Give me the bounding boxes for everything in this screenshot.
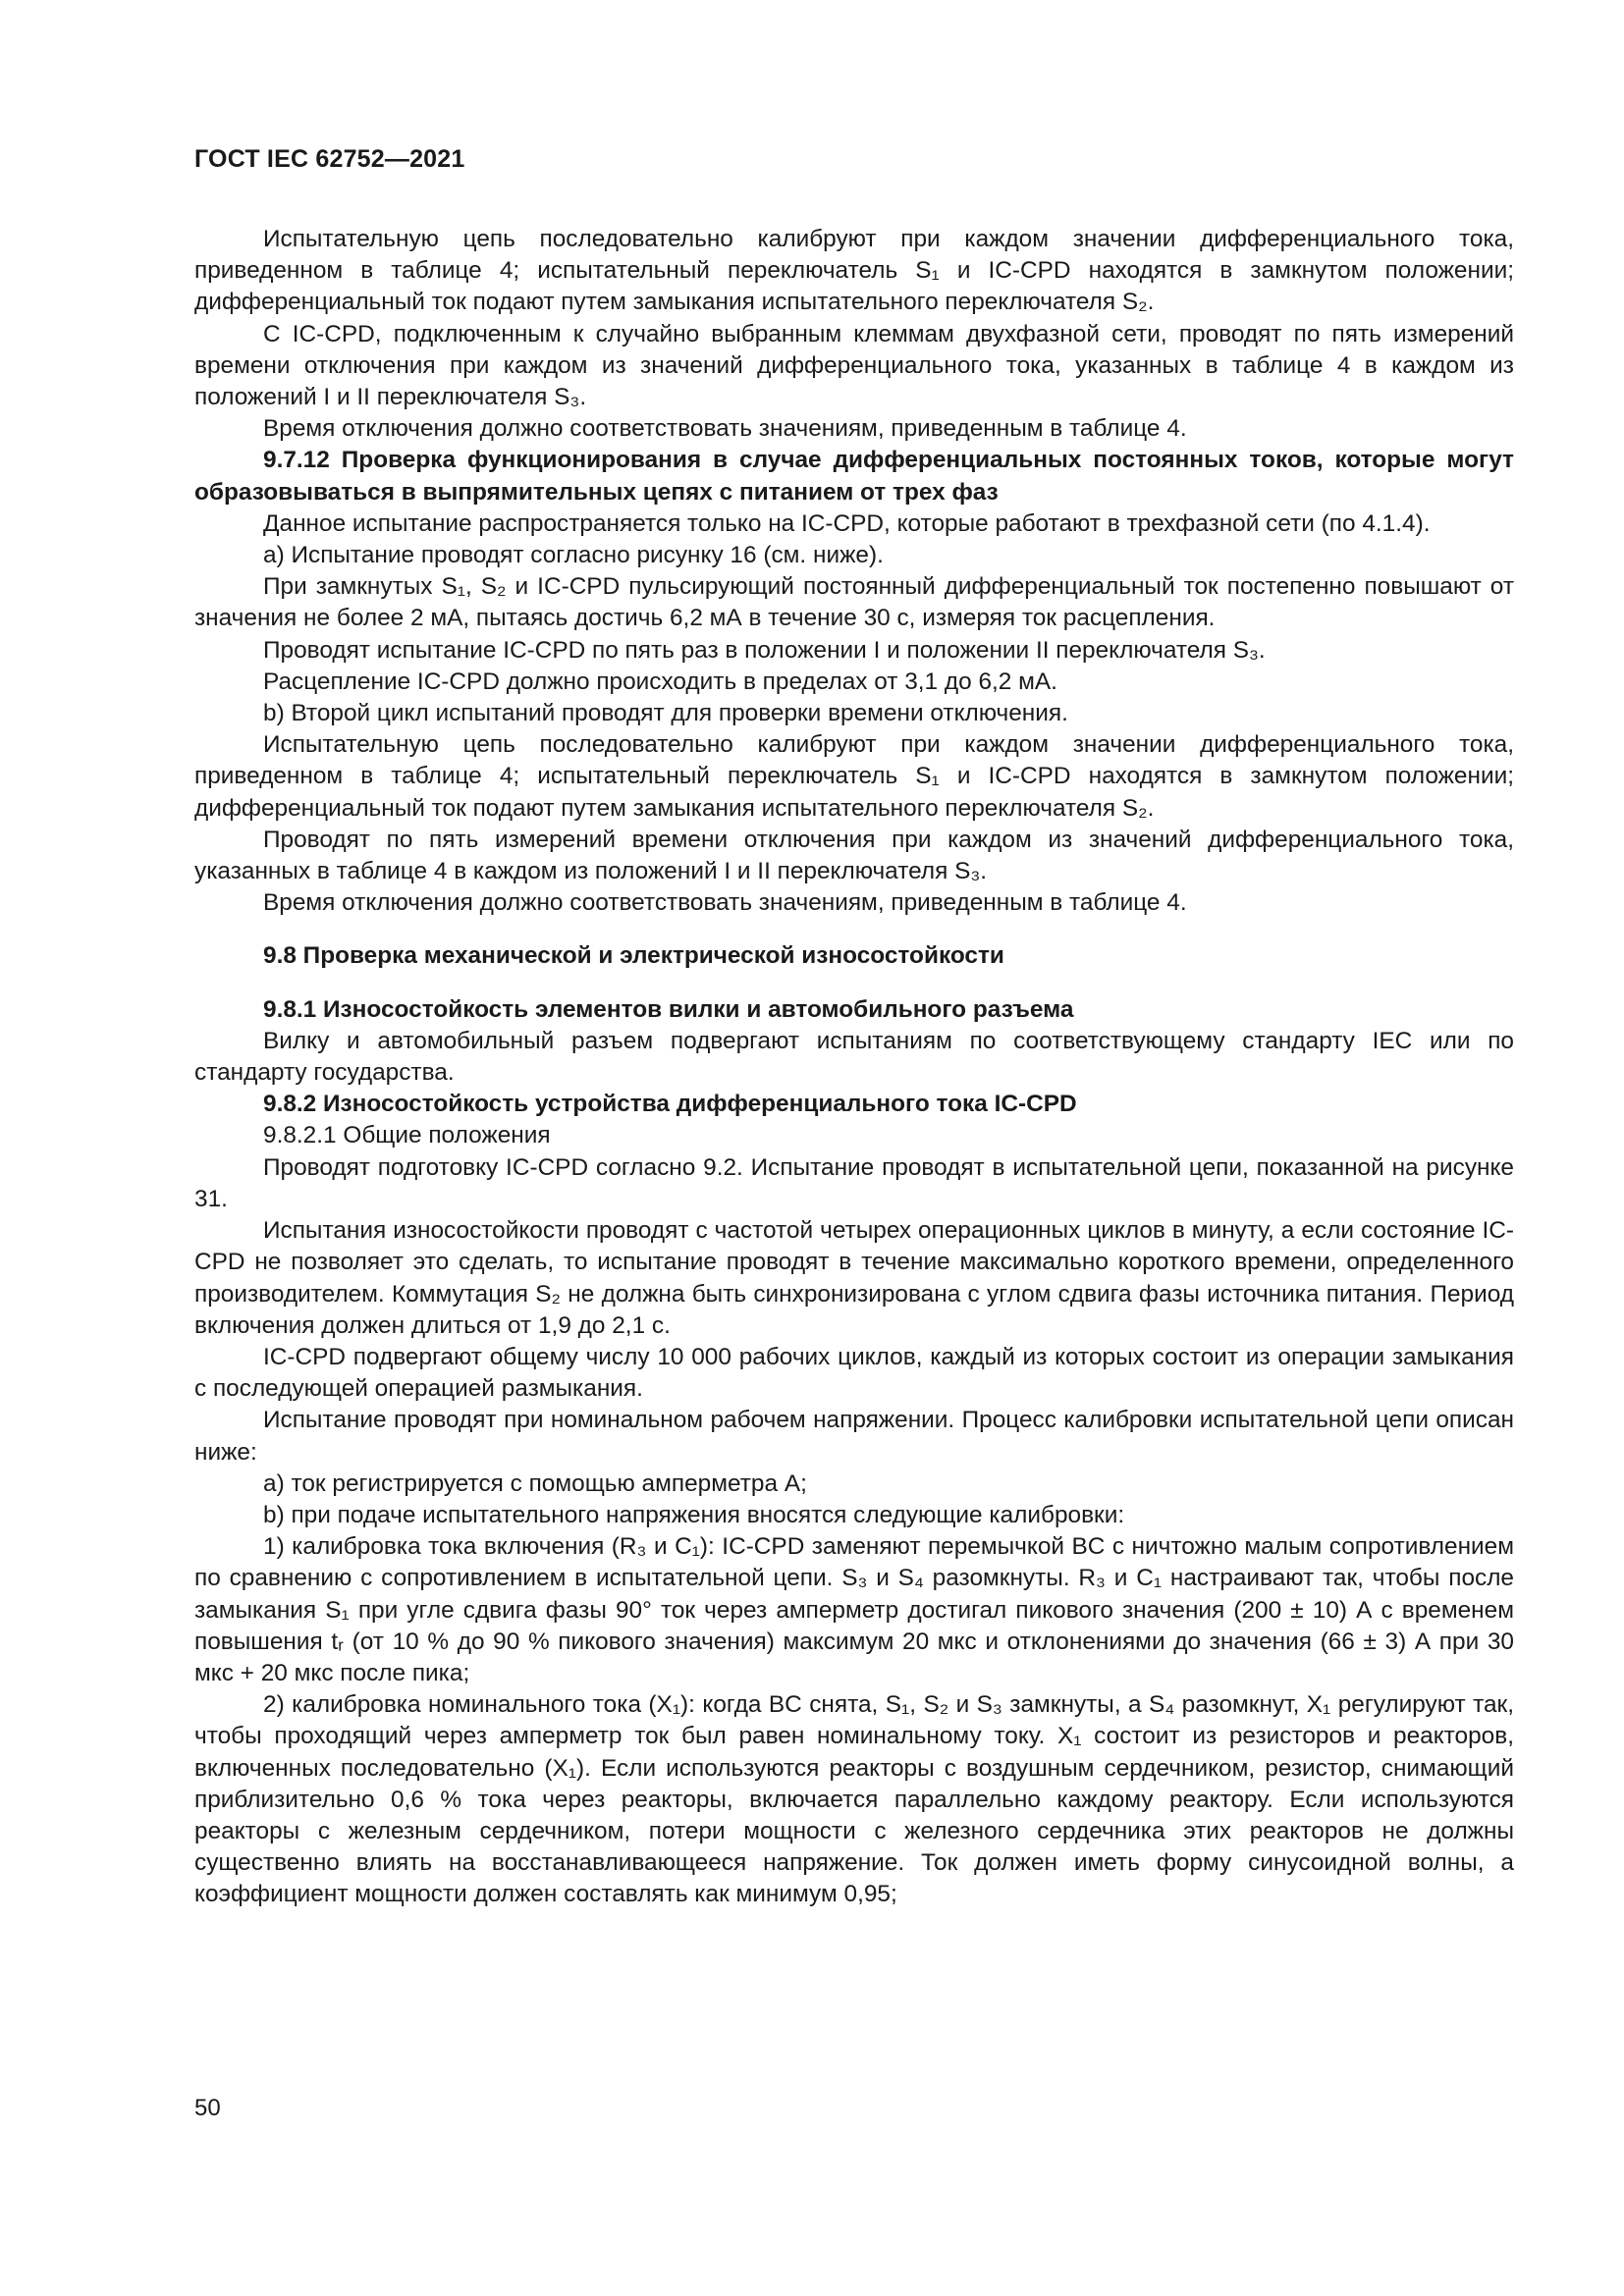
- paragraph: Испытательную цепь последовательно калибруют при каждом значении дифференциального тока, приведенном в таблице 4; испытательный переключатель S₁ и IC-CPD находятся в замкнутом положении; дифференциальный ток подают путем замыкания испытательного переключателя S₂.: [194, 731, 1514, 822]
- document-body: [194, 224, 1514, 1911]
- list-item: a) Испытание проводят согласно рисунку 16 (см. ниже).: [263, 542, 884, 569]
- paragraph: Испытание проводят при номинальном рабочем напряжении. Процесс калибровки испытательной цепи описан ниже:: [194, 1407, 1514, 1466]
- paragraph: Расцепление IC-CPD должно происходить в пределах от 3,1 до 6,2 мА.: [263, 667, 1057, 695]
- section-heading-9-8-2: 9.8.2 Износостойкость устройства дифференциального тока IC-CPD: [263, 1091, 1077, 1118]
- list-item: b) Второй цикл испытаний проводят для проверки времени отключения.: [263, 700, 1068, 727]
- paragraph: Проводят подготовку IC-CPD согласно 9.2. Испытание проводят в испытательной цепи, показанной на рисунке 31.: [194, 1153, 1514, 1212]
- paragraph: Вилку и автомобильный разъем подвергают испытаниям по соответствующему стандарту IEC или по стандарту государства.: [194, 1027, 1514, 1087]
- paragraph: Испытания износостойкости проводят с частотой четырех операционных циклов в минуту, а если состояние IC-CPD не позволяет это сделать, то испытание проводят в течение максимально короткого времени, определенного производителем. Коммутация S₂ не должна быть синхронизирована с углом сдвига фазы источника питания. Период включения должен длиться от 1,9 до 2,1 с.: [194, 1217, 1514, 1339]
- paragraph: Время отключения должно соответствовать значениям, приведенным в таблице 4.: [263, 415, 1187, 443]
- paragraph: Проводят испытание IC-CPD по пять раз в положении I и положении II переключателя S₃.: [263, 636, 1266, 664]
- paragraph: С IC-CPD, подключенным к случайно выбранным клеммам двухфазной сети, проводят по пять измерений времени отключения при каждом из значений дифференциального тока, указанных в таблице 4 в каждом из положений I и II переключателя S₃.: [194, 320, 1514, 411]
- list-item: b) при подаче испытательного напряжения вносятся следующие калибровки:: [263, 1501, 1125, 1528]
- numbered-item: 1) калибровка тока включения (R₃ и C₁): IC-CPD заменяют перемычкой BC с ничтожно малым сопротивлением по сравнению с сопротивлением в испытательной цепи. S₃ и S₄ разомкнуты. R₃ и C₁ настраивают так, чтобы после замыкания S₁ при угле сдвига фазы 90° ток через амперметр достигал пикового значения (200 ± 10) А с временем повышения tᵣ (от 10 % до 90 % пикового значения) максимум 20 мкс и отклонениями до значения (66 ± 3) А при 30 мкс + 20 мкс после пика;: [194, 1533, 1514, 1686]
- paragraph: Данное испытание распространяется только на IC-CPD, которые работают в трехфазной сети (по 4.1.4).: [263, 509, 1431, 537]
- page-number: 50: [194, 2095, 221, 2121]
- paragraph: IC-CPD подвергают общему числу 10 000 рабочих циклов, каждый из которых состоит из операции замыкания с последующей операцией размыкания.: [194, 1343, 1514, 1403]
- paragraph: Время отключения должно соответствовать значениям, приведенным в таблице 4.: [263, 889, 1187, 917]
- subsection-heading-9-8-2-1: 9.8.2.1 Общие положения: [263, 1122, 551, 1149]
- section-heading-9-8-1: 9.8.1 Износостойкость элементов вилки и автомобильного разъема: [263, 995, 1074, 1023]
- section-heading-9-7-12: 9.7.12 Проверка функционирования в случае дифференциальных постоянных токов, которые могут образовываться в выпрямительных цепях с питанием от трех фаз: [194, 447, 1514, 506]
- document-header: ГОСТ IEC 62752—2021: [194, 145, 465, 173]
- numbered-item: 2) калибровка номинального тока (X₁): когда BC снята, S₁, S₂ и S₃ замкнуты, а S₄ разомкнут, X₁ регулируют так, чтобы проходящий через амперметр ток был равен номинальному току. X₁ состоит из резисторов и реакторов, включенных последовательно (X₁). Если используются реакторы с воздушным сердечником, резистор, снимающий приблизительно 0,6 % тока через реакторы, включается параллельно каждому реактору. Если используются реакторы с железным сердечником, потери мощности с железного сердечника этих реакторов не должны существенно влиять на восстанавливающееся напряжение. Ток должен иметь форму синусоидной волны, а коэффициент мощности должен составлять как минимум 0,95;: [194, 1691, 1514, 1908]
- list-item: a) ток регистрируется с помощью амперметра A;: [263, 1469, 807, 1497]
- section-heading-9-8: 9.8 Проверка механической и электрической износостойкости: [263, 942, 1004, 970]
- paragraph: Испытательную цепь последовательно калибруют при каждом значении дифференциального тока, приведенном в таблице 4; испытательный переключатель S₁ и IC-CPD находятся в замкнутом положении; дифференциальный ток подают путем замыкания испытательного переключателя S₂.: [194, 226, 1514, 316]
- paragraph: При замкнутых S₁, S₂ и IC-CPD пульсирующий постоянный дифференциальный ток постепенно повышают от значения не более 2 мА, пытаясь достичь 6,2 мА в течение 30 с, измеряя ток расцепления.: [194, 573, 1514, 632]
- paragraph: Проводят по пять измерений времени отключения при каждом из значений дифференциального тока, указанных в таблице 4 в каждом из положений I и II переключателя S₃.: [194, 826, 1514, 885]
